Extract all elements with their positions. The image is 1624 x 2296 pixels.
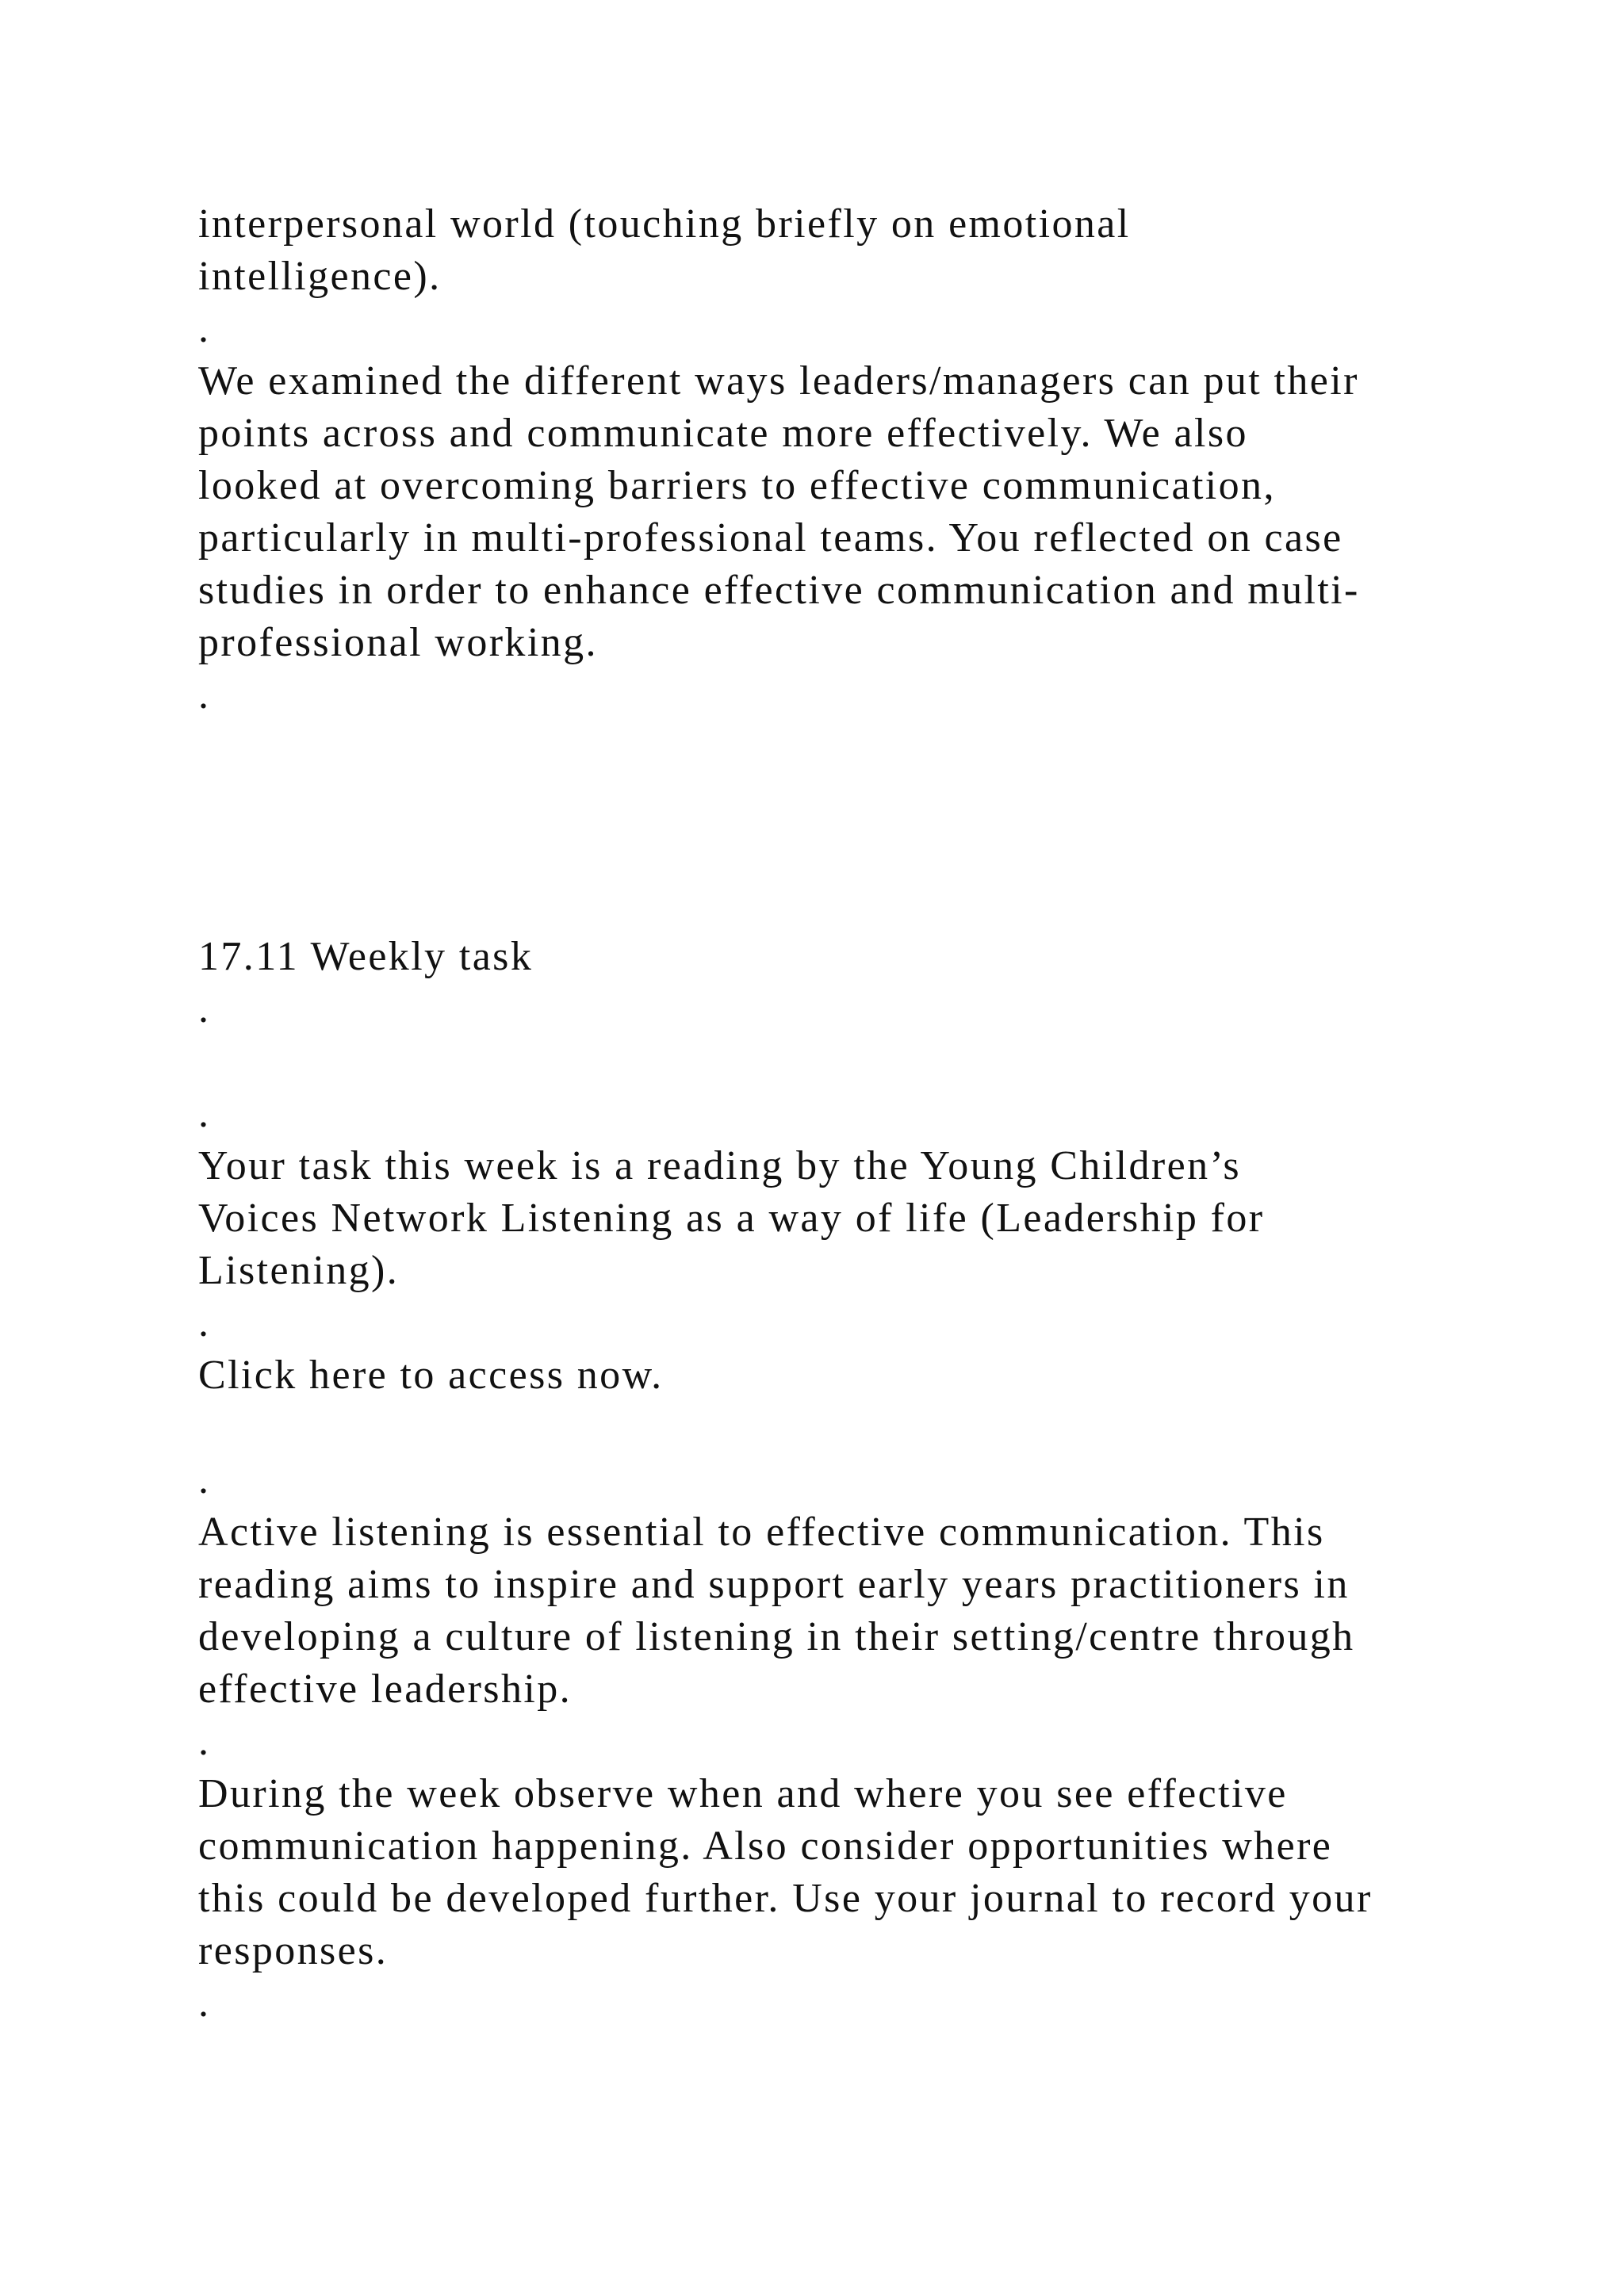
text-line: . [198,986,211,1031]
text-line: studies in order to enhance effective communication and multi- [198,568,1360,613]
text-line: communication happening. Also consider opportunities where [198,1823,1333,1869]
text-line: During the week observe when and where you see effective [198,1771,1288,1816]
text-line: professional working. [198,620,598,665]
text-line: . [198,306,211,351]
text-line: looked at overcoming barriers to effective communication, [198,463,1276,508]
text-line: Active listening is essential to effective communication. This [198,1510,1325,1555]
text-line: . [198,1719,211,1764]
section-heading: 17.11 Weekly task [198,934,534,979]
text-line: interpersonal world (touching briefly on emotional [198,201,1131,247]
text-line: . [198,1980,211,2026]
text-line: responses. [198,1928,389,1973]
text-line: Your task this week is a reading by the Young Children’s [198,1143,1241,1188]
text-line: reading aims to inspire and support early years practitioners in [198,1562,1350,1607]
text-line: Click here to access now. [198,1353,664,1398]
text-line: We examined the different ways leaders/managers can put their [198,358,1359,404]
text-line: developing a culture of listening in their setting/centre through [198,1614,1355,1659]
text-line: effective leadership. [198,1667,572,1712]
text-line: . [198,672,211,718]
text-line: . [198,1091,211,1136]
text-line: points across and communicate more effectively. We also [198,411,1248,456]
text-line: particularly in multi-professional teams. You reflected on case [198,515,1343,561]
text-line: . [198,1300,211,1345]
text-line: Listening). [198,1248,400,1293]
text-line: . [198,1457,211,1502]
text-line: Voices Network Listening as a way of life (Leadership for [198,1196,1265,1241]
text-line: intelligence). [198,254,442,299]
text-line: this could be developed further. Use your journal to record your [198,1876,1373,1921]
